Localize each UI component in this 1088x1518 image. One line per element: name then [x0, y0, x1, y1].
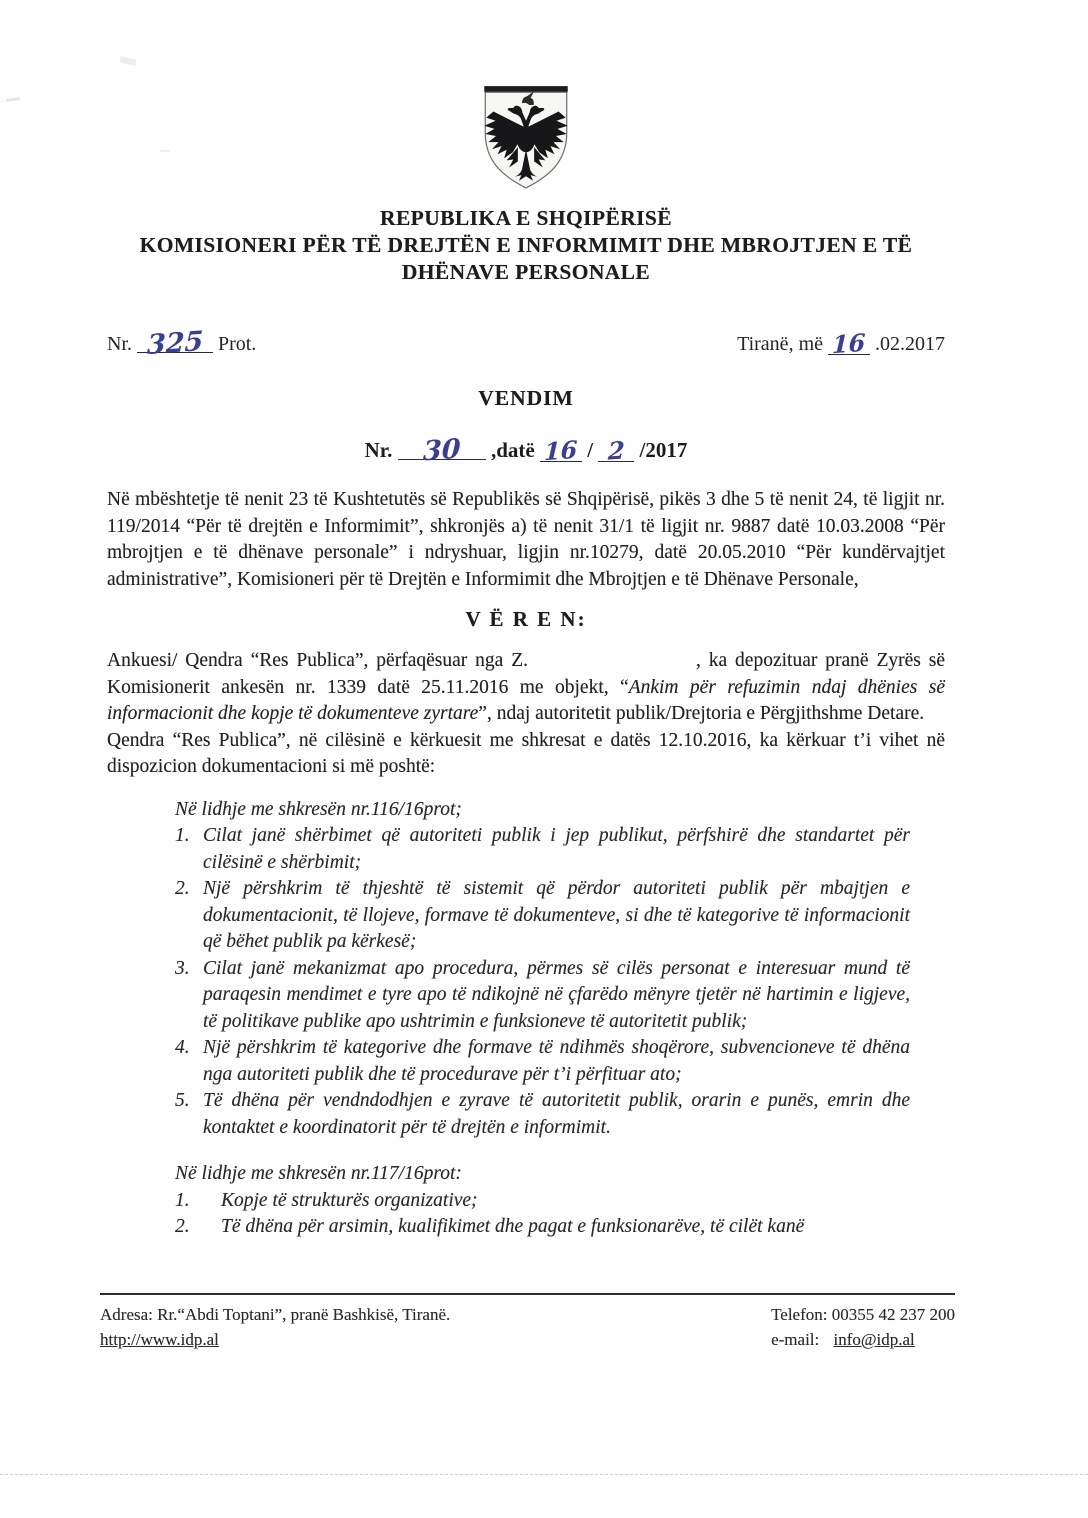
letter-116-heading: Në lidhje me shkresën nr.116/16prot; — [175, 798, 462, 820]
item-text: Një përshkrim të thjeshtë të sistemit që përdor autoriteti publik për mbajtjen e dokumentacionit, të llojeve, formave të dokumenteve, si dhe të kategorive të informacionit që bëhet publik pa kërkesë; — [203, 878, 910, 952]
list-item — [175, 1088, 910, 1141]
letterhead — [107, 205, 945, 286]
website-link[interactable]: http://www.idp.al — [100, 1330, 219, 1349]
item-text: Kopje të strukturës organizative; — [221, 1189, 478, 1211]
item-text: Një përshkrim të kategorive dhe formave të ndihmës shoqërore, subvencioneve të dhëna nga autoriteti publik dhe të procedurave për t’i përfituar ato; — [203, 1037, 910, 1085]
list-item — [175, 1188, 910, 1215]
phone-label: Telefon: — [771, 1305, 828, 1324]
email-label: e-mail: — [771, 1330, 820, 1349]
decision-nr-blank — [398, 433, 486, 468]
letter-117-heading: Në lidhje me shkresën nr.117/16prot: — [175, 1163, 462, 1184]
protocol-nr-blank — [137, 325, 213, 362]
item-number: 5. — [175, 1090, 190, 1111]
complaint-part2: , ka depozituar pranë Zyrës së Komisionerit ankesën nr. 1339 datë 25.11.2016 me objekt, “ — [107, 650, 945, 698]
list-item — [175, 823, 910, 876]
address-line: Adresa: Rr.“Abdi Toptani”, pranë Bashkisë, Tiranë. — [100, 1305, 451, 1324]
request-intro-paragraph: Qendra “Res Publica”, në cilësinë e kërkuesit me shkresat e datës 12.10.2016, ka kërkuar t’i vihet në dispozicion dokumentacioni si më poshtë: — [107, 729, 945, 777]
complaint-part1: Ankuesi/ Qendra “Res Publica”, përfaqësuar nga Z. — [107, 650, 528, 671]
list-item — [175, 1035, 910, 1088]
commissioner-title-line1: KOMISIONERI PËR TË DREJTËN E INFORMIMIT DHE MBROJTJEN E TË — [139, 233, 913, 257]
page-footer — [100, 1293, 955, 1352]
decision-nr-label: Nr. — [364, 438, 393, 462]
handwritten-day: 16 — [831, 327, 867, 360]
decision-number-line — [107, 433, 945, 468]
city-date-label: Tiranë, më — [737, 333, 823, 355]
decision-year-suffix: /2017 — [639, 438, 688, 462]
item-number: 1. — [175, 825, 190, 846]
phone-number: 00355 42 237 200 — [831, 1305, 955, 1324]
complaint-part3: ”, ndaj autoritetit publik/Drejtoria e Përgjithshme Detare. — [478, 703, 925, 724]
commissioner-title-line2: DHËNAVE PERSONALE — [401, 260, 651, 284]
complaint-object-italic: Ankim për refuzimin ndaj dhënies së informacionit dhe kopje të dokumenteve zyrtare — [107, 676, 945, 724]
item-number: 1. — [175, 1189, 190, 1211]
item-number: 3. — [175, 957, 190, 979]
protocol-row — [107, 325, 945, 362]
item-number: 2. — [175, 1216, 190, 1237]
decision-date-label: ,datë — [490, 438, 535, 462]
handwritten-decision-month: 2 — [607, 435, 626, 466]
item-number: 2. — [175, 878, 190, 899]
list-item — [175, 876, 910, 956]
handwritten-protocol-number: 325 — [146, 325, 204, 362]
day-blank — [828, 327, 870, 360]
legal-basis-paragraph: Në mbështetje të nenit 23 të Kushtetutës së Republikës së Shqipërisë, pikës 3 dhe 5 të nenit 24, të ligjit nr. 119/2014 “Për të drejtën e Informimit”, shkronjës a) të nenit 31/1 të ligjit nr. 9887 datë 10.03.2008 “Për mbrojtjen e të dhënave personale” i ndryshuar, ligjin nr.10279, datë 20.05.2010 “Për kundërvajtjet administrative”, Komisioneri për të Drejtën e Informimit dhe Mbrojtjen e të Dhënave Personale, — [107, 489, 945, 590]
date-suffix: .02.2017 — [875, 333, 945, 355]
protocol-nr-label: Nr. — [107, 333, 132, 355]
document-content — [107, 0, 945, 1241]
complaint-paragraph — [107, 648, 945, 728]
protocol-number-field — [107, 325, 257, 362]
handwritten-decision-day: 16 — [543, 434, 579, 467]
item-text: Cilat janë shërbimet që autoriteti publik i jep publikut, përfshirë dhe standartet për cilësinë e shërbimit; — [203, 825, 910, 873]
list-item — [175, 956, 910, 1036]
list-item — [175, 1214, 910, 1241]
decision-day-blank — [540, 434, 582, 467]
decision-month-blank — [598, 435, 634, 466]
emblem-wrap — [107, 80, 945, 199]
item-number: 4. — [175, 1037, 190, 1058]
item-text: Të dhëna për vendndodhjen e zyrave të autoritetit publik, orarin e punës, emrin dhe kontaktet e koordinatorit për të drejtën e informimit. — [203, 1090, 910, 1138]
email-link[interactable]: info@idp.al — [833, 1330, 915, 1349]
protocol-prot-label: Prot. — [218, 333, 257, 355]
item-text: Cilat janë mekanizmat apo procedura, përmes së cilës personat e interesuar mund të paraqesin mendimet e tyre apo të ndikojnë në çfarëdo mënyre tjetër në hartimin e ligjeve, të politikave publike apo ushtrimin e funksioneve të autoritetit publik; — [203, 957, 910, 1032]
albania-coat-of-arms-icon — [471, 80, 581, 194]
letter-116-list — [175, 823, 910, 1141]
footer-left — [100, 1302, 450, 1352]
republic-title: REPUBLIKA E SHQIPËRISË — [380, 206, 672, 230]
date-separator: / — [587, 438, 594, 462]
scan-fold-line — [0, 1474, 1088, 1475]
decision-title: VENDIM — [478, 386, 574, 410]
place-date-field — [737, 327, 945, 360]
scan-artifact — [6, 97, 20, 102]
handwritten-decision-number: 30 — [422, 433, 461, 468]
letter-117-list — [175, 1188, 910, 1241]
footer-right — [771, 1302, 955, 1352]
veren-heading: V Ë R E N: — [465, 607, 587, 631]
item-text: Të dhëna për arsimin, kualifikimet dhe pagat e funksionarëve, të cilët kanë — [221, 1216, 805, 1237]
